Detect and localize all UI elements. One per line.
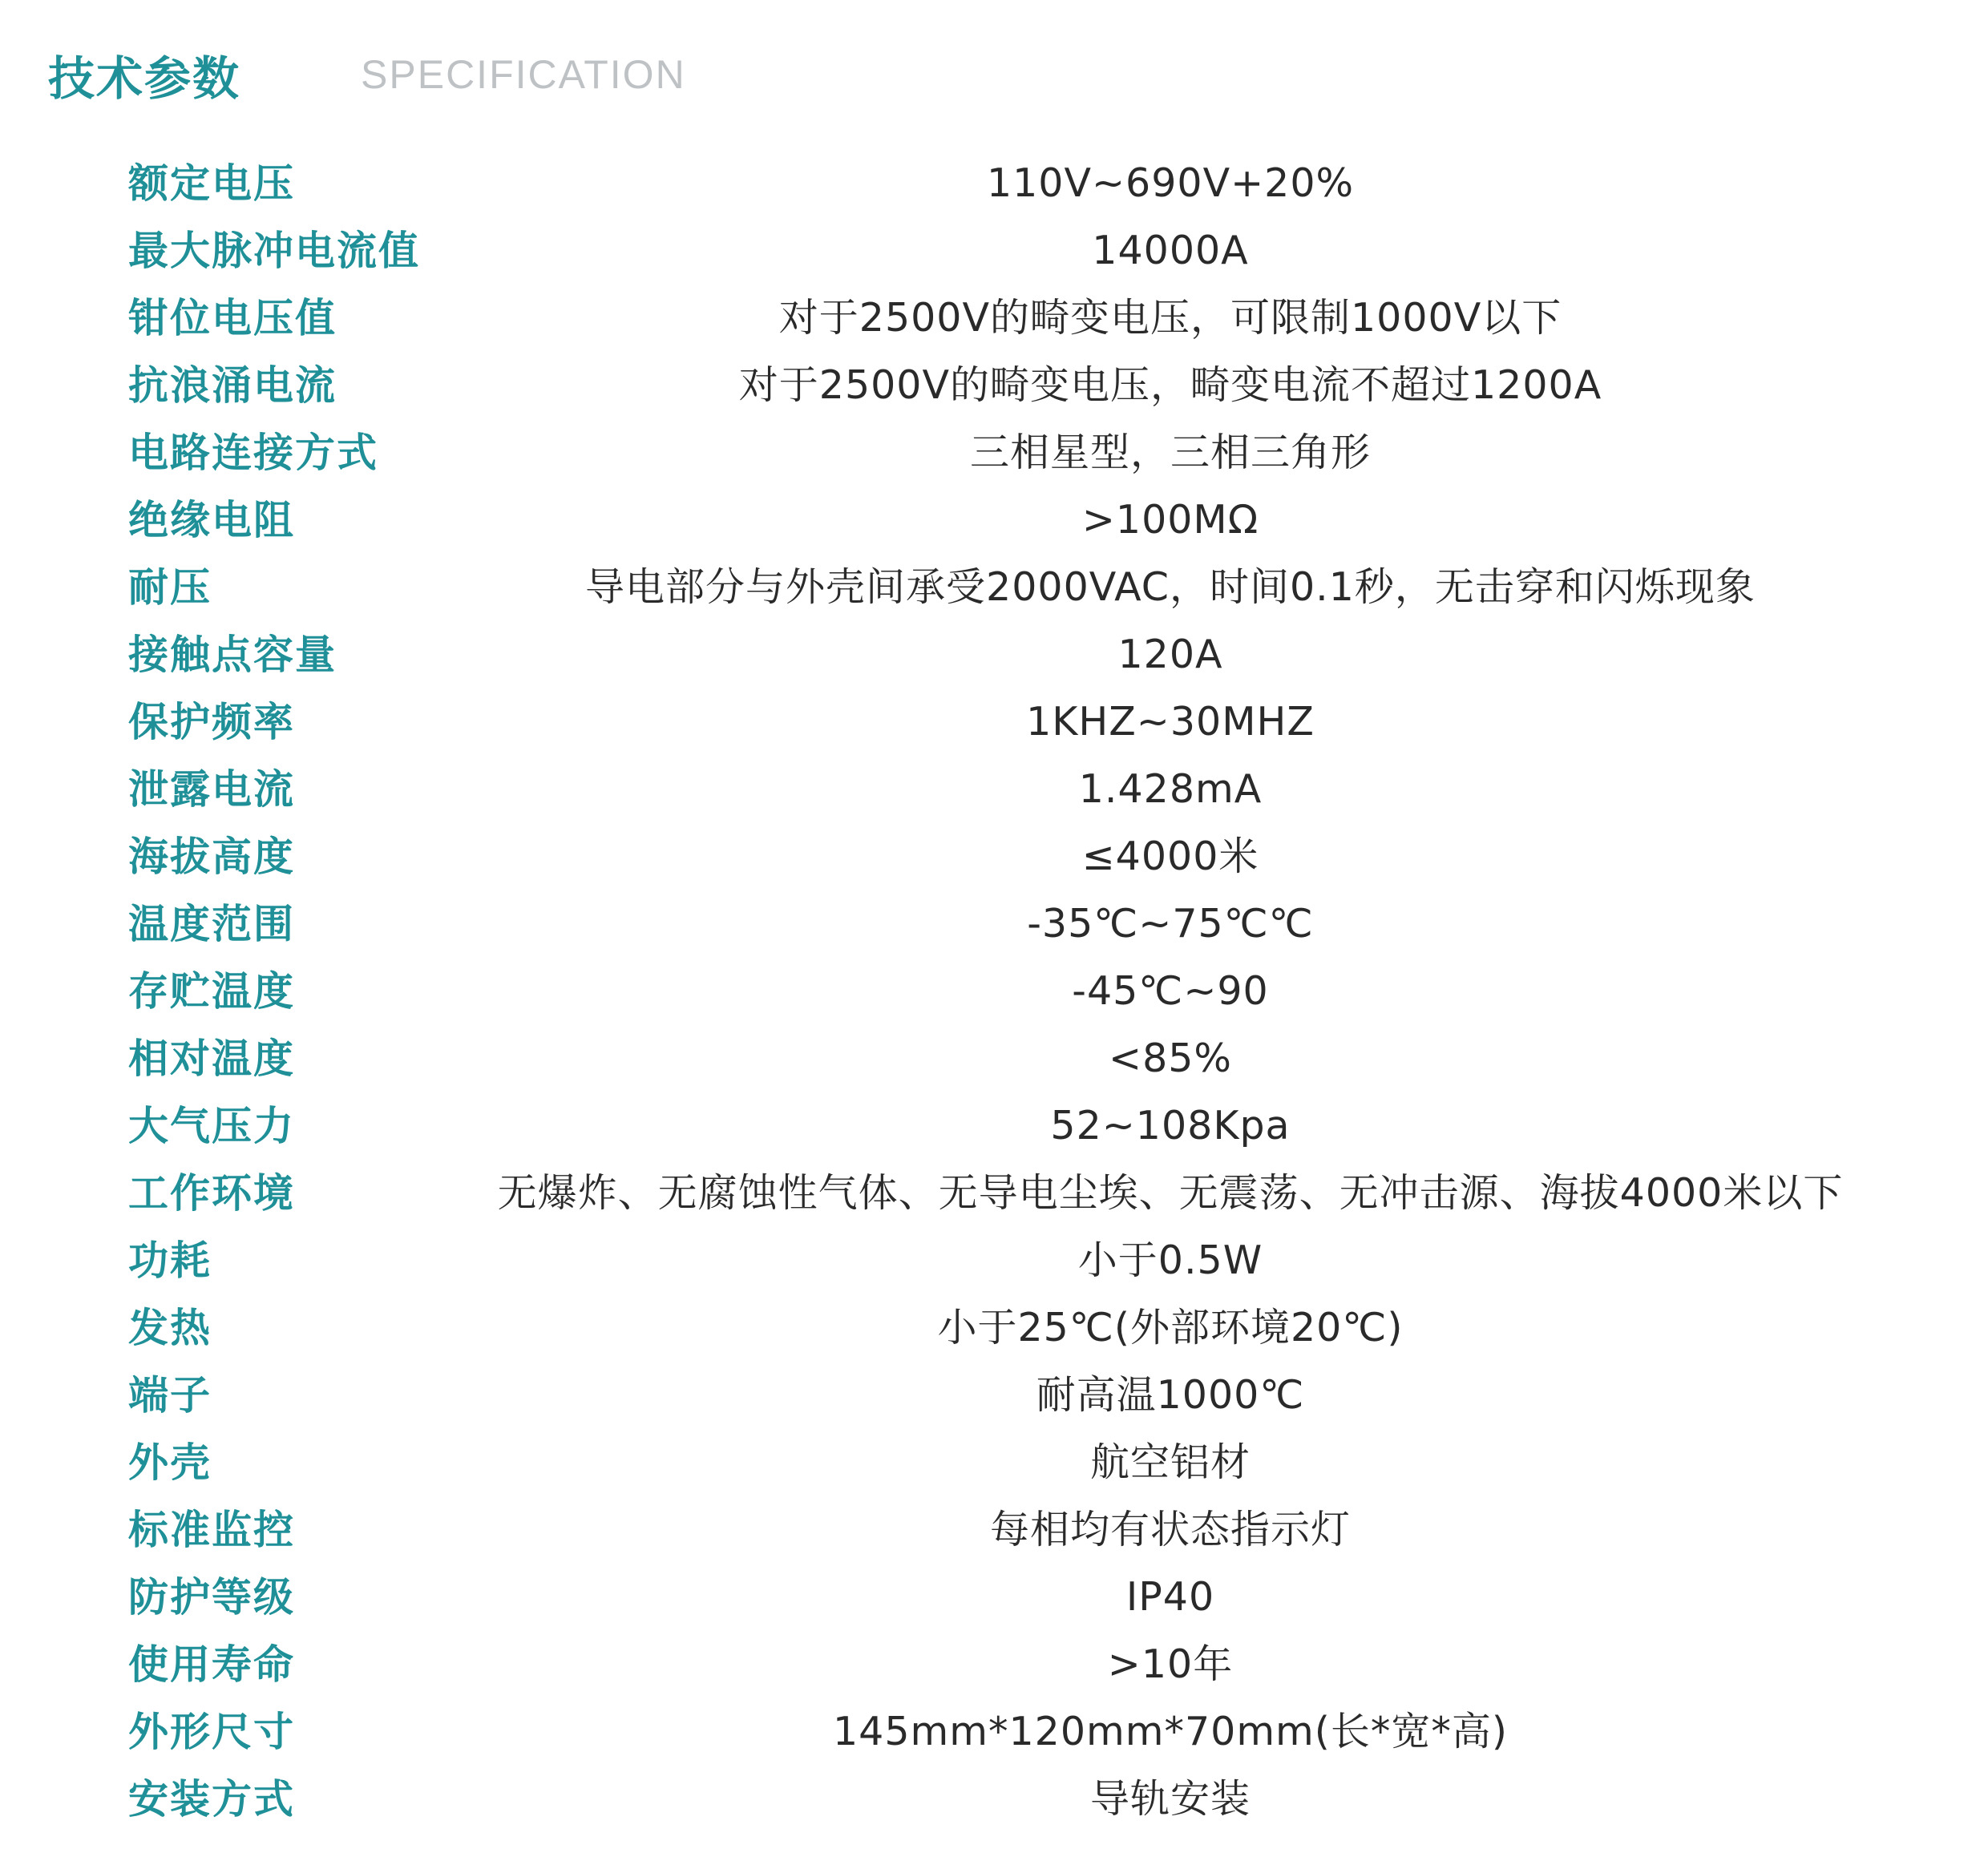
spec-value: -35℃~75℃℃ <box>1027 901 1314 947</box>
spec-label: 额定电压 <box>128 160 295 207</box>
spec-row <box>0 621 1988 688</box>
spec-value: 每相均有状态指示灯 <box>989 1507 1351 1552</box>
spec-row <box>0 1025 1988 1092</box>
spec-value: >10年 <box>1107 1641 1234 1687</box>
spec-row <box>0 285 1988 352</box>
spec-value: 1KHZ~30MHZ <box>1026 699 1315 745</box>
spec-label: 海拔高度 <box>128 834 295 880</box>
spec-label: 接触点容量 <box>128 632 337 678</box>
spec-label: 耐压 <box>128 564 212 611</box>
spec-row <box>0 150 1988 217</box>
spec-value: ≤4000米 <box>1081 834 1259 879</box>
spec-label: 最大脉冲电流值 <box>128 228 420 274</box>
spec-row <box>0 554 1988 621</box>
spec-row <box>0 1227 1988 1294</box>
spec-label: 使用寿命 <box>128 1641 295 1688</box>
spec-row <box>0 1496 1988 1564</box>
spec-value: 小于0.5W <box>1077 1237 1263 1283</box>
section-subtitle: SPECIFICATION <box>361 52 686 97</box>
spec-row <box>0 756 1988 823</box>
spec-value: 110V~690V+20% <box>986 160 1355 206</box>
spec-label: 外壳 <box>128 1439 212 1486</box>
spec-value: 无爆炸、无腐蚀性气体、无导电尘埃、无震荡、无冲击源、海拔4000米以下 <box>497 1170 1844 1216</box>
spec-value: <85% <box>1109 1035 1232 1081</box>
spec-label: 泄露电流 <box>128 766 295 813</box>
spec-label: 安装方式 <box>128 1776 295 1823</box>
spec-value: 耐高温1000℃ <box>1036 1372 1305 1418</box>
spec-value: 导轨安装 <box>1089 1776 1251 1822</box>
spec-value: 52~108Kpa <box>1050 1103 1291 1148</box>
spec-label: 大气压力 <box>128 1103 295 1149</box>
spec-label: 电路连接方式 <box>128 430 378 476</box>
spec-label: 钳位电压值 <box>128 295 337 341</box>
spec-label: 功耗 <box>128 1237 212 1284</box>
spec-value: 145mm*120mm*70mm(长*宽*高) <box>832 1709 1509 1754</box>
spec-label: 保护频率 <box>128 699 295 745</box>
spec-value: >100MΩ <box>1081 497 1259 543</box>
spec-row <box>0 1698 1988 1766</box>
spec-value: IP40 <box>1125 1574 1215 1620</box>
spec-value: 对于2500V的畸变电压，畸变电流不超过1200A <box>738 362 1602 408</box>
section-header <box>48 38 686 111</box>
spec-row <box>0 1564 1988 1631</box>
spec-value: 导电部分与外壳间承受2000VAC，时间0.1秒，无击穿和闪烁现象 <box>585 564 1756 610</box>
spec-label: 工作环境 <box>128 1170 295 1217</box>
spec-value: 对于2500V的畸变电压，可限制1000V以下 <box>778 295 1562 341</box>
spec-row <box>0 1766 1988 1833</box>
spec-row <box>0 1362 1988 1429</box>
spec-label: 存贮温度 <box>128 968 295 1015</box>
spec-label: 外形尺寸 <box>128 1709 295 1755</box>
spec-label: 标准监控 <box>128 1507 295 1553</box>
spec-value: 1.428mA <box>1078 766 1263 812</box>
spec-value: 14000A <box>1092 228 1249 273</box>
spec-label: 抗浪涌电流 <box>128 362 337 409</box>
spec-row <box>0 688 1988 756</box>
spec-row <box>0 890 1988 958</box>
spec-value: 航空铝材 <box>1089 1439 1251 1485</box>
spec-label: 绝缘电阻 <box>128 497 295 543</box>
spec-value: 小于25℃(外部环境20℃) <box>937 1305 1404 1350</box>
spec-label: 端子 <box>128 1372 212 1419</box>
section-title: 技术参数 <box>48 51 241 106</box>
spec-label: 相对温度 <box>128 1035 295 1082</box>
spec-row <box>0 958 1988 1025</box>
spec-value: 120A <box>1117 632 1223 677</box>
spec-row <box>0 1092 1988 1160</box>
spec-row <box>0 1294 1988 1362</box>
spec-value: 三相星型，三相三角形 <box>969 430 1371 475</box>
spec-row <box>0 1631 1988 1698</box>
spec-row <box>0 352 1988 419</box>
spec-row <box>0 486 1988 554</box>
spec-row <box>0 1160 1988 1227</box>
spec-value: -45℃~90 <box>1072 968 1269 1014</box>
spec-label: 温度范围 <box>128 901 295 947</box>
spec-label: 防护等级 <box>128 1574 295 1621</box>
spec-label: 发热 <box>128 1305 212 1351</box>
spec-table <box>0 150 1988 1833</box>
spec-row <box>0 823 1988 890</box>
spec-row <box>0 1429 1988 1496</box>
spec-row <box>0 217 1988 285</box>
spec-row <box>0 419 1988 486</box>
